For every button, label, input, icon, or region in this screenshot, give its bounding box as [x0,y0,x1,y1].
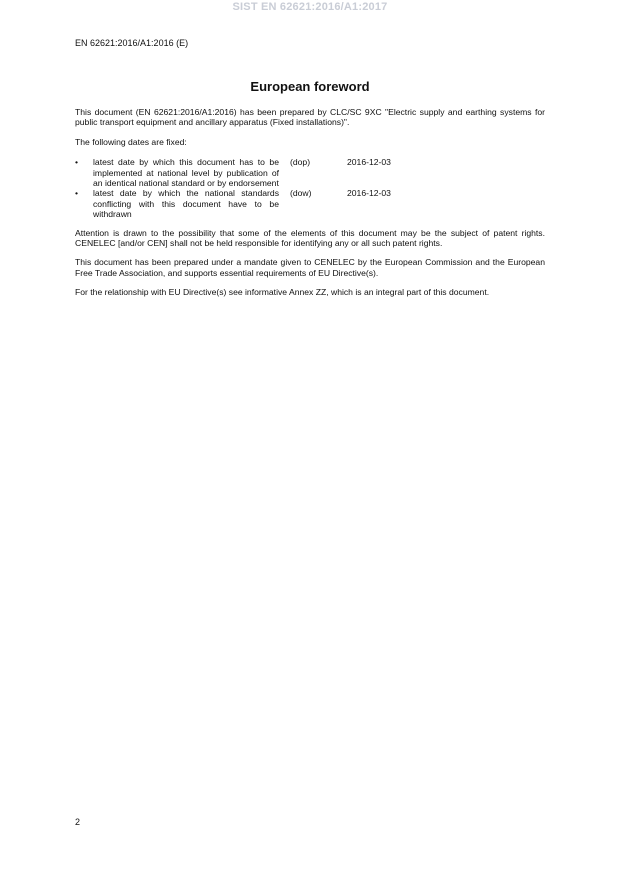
date-description: latest date by which the national standards conflicting with this document have to be withdrawn [93,188,279,220]
date-code: (dow) [290,188,312,199]
intro-paragraph: This document (EN 62621:2016/A1:2016) has been prepared by CLC/SC 9XC "Electric supply and earthing systems for public transport equipment and ancillary apparatus (Fixed installations)". [75,107,545,128]
foreword-body [75,107,545,298]
dates-list [75,157,545,219]
date-code: (dop) [290,157,311,168]
document-reference: EN 62621:2016/A1:2016 (E) [75,38,189,48]
relationship-paragraph: For the relationship with EU Directive(s) see informative Annex ZZ, which is an integral part of this document. [75,287,490,298]
bullet-icon: • [75,157,79,168]
watermark: SIST EN 62621:2016/A1:2017 [232,1,388,13]
date-value: 2016-12-03 [347,157,391,168]
date-description: latest date by which this document has to be implemented at national level by publication of an identical national standard or by endorsement [93,157,279,189]
dates-lead-paragraph: The following dates are fixed: [75,136,187,147]
date-value: 2016-12-03 [347,188,391,199]
bullet-icon: • [75,188,79,199]
date-item-dop [75,157,545,188]
page-title: European foreword [250,79,370,94]
date-item-dow [75,188,545,219]
patent-paragraph: Attention is drawn to the possibility that some of the elements of this document may be the subject of patent rights. CENELEC [and/or CEN] shall not be held responsible for identifying any or all such patent rights. [75,227,545,249]
page-number: 2 [75,817,81,827]
mandate-paragraph: This document has been prepared under a mandate given to CENELEC by the European Commission and the European Free Trade Association, and supports essential requirements of EU Directive(s). [75,257,545,278]
